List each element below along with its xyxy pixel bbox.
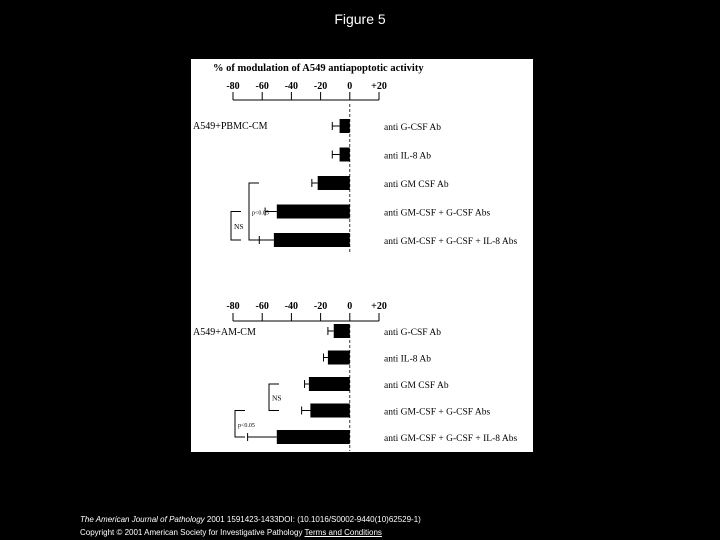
significance-label: NS bbox=[272, 393, 282, 403]
category-label: anti IL-8 Ab bbox=[384, 151, 431, 162]
category-label: anti GM-CSF + G-CSF Abs bbox=[384, 407, 491, 418]
x-tick-label: -60 bbox=[255, 301, 269, 312]
x-tick-label: 0 bbox=[347, 301, 353, 312]
bar-1-4 bbox=[277, 205, 350, 219]
bar-1-5 bbox=[274, 233, 350, 247]
category-label: anti GM CSF Ab bbox=[384, 381, 449, 391]
x-tick-label: -20 bbox=[313, 301, 328, 312]
x-tick-label: -80 bbox=[226, 81, 240, 92]
category-label: anti GM-CSF + G-CSF Abs bbox=[384, 208, 491, 219]
bar-1-1 bbox=[340, 119, 350, 133]
x-tick-label: -20 bbox=[313, 81, 328, 92]
figure-panel bbox=[191, 59, 533, 452]
bar-2-3 bbox=[309, 377, 350, 391]
significance-label: p<0.05 bbox=[252, 210, 269, 217]
category-label: anti GM CSF Ab bbox=[384, 180, 449, 190]
citation-text: 2001 1591423-1433DOI: (10.1016/S0002-9440(10)62529-1) bbox=[204, 515, 421, 524]
bar-2-2 bbox=[328, 351, 350, 365]
bar-chart bbox=[191, 59, 533, 452]
chart-title: % of modulation of A549 antiapoptotic activity bbox=[213, 63, 424, 74]
x-tick-label: +20 bbox=[371, 301, 387, 312]
category-label: anti IL-8 Ab bbox=[384, 354, 431, 365]
category-label: anti GM-CSF + G-CSF + IL-8 Abs bbox=[384, 237, 518, 247]
category-label: anti GM-CSF + G-CSF + IL-8 Abs bbox=[384, 434, 518, 444]
figure-title: Figure 5 bbox=[334, 11, 386, 27]
x-tick-label: -60 bbox=[255, 81, 269, 92]
copyright-text: Copyright © 2001 American Society for Investigative Pathology bbox=[80, 528, 305, 537]
significance-label: p<0.05 bbox=[238, 422, 255, 429]
footer-citation bbox=[80, 515, 421, 524]
journal-name: The American Journal of Pathology bbox=[80, 515, 205, 524]
bar-2-5 bbox=[277, 430, 350, 444]
bar-1-3 bbox=[318, 176, 350, 190]
footer-copyright bbox=[80, 528, 382, 537]
panel-label-1: A549+PBMC-CM bbox=[193, 121, 268, 132]
bar-1-2 bbox=[340, 148, 350, 162]
terms-link[interactable]: Terms and Conditions bbox=[304, 528, 382, 537]
x-tick-label: -80 bbox=[226, 301, 240, 312]
bar-2-1 bbox=[334, 324, 350, 338]
significance-label: NS bbox=[234, 221, 244, 231]
bar-2-4 bbox=[310, 404, 349, 418]
category-label: anti G-CSF Ab bbox=[384, 123, 442, 133]
category-label: anti G-CSF Ab bbox=[384, 328, 442, 338]
x-tick-label: -40 bbox=[284, 81, 299, 92]
panel-label-2: A549+AM-CM bbox=[193, 327, 256, 338]
x-tick-label: -40 bbox=[284, 301, 299, 312]
x-tick-label: +20 bbox=[371, 81, 387, 92]
x-tick-label: 0 bbox=[347, 81, 353, 92]
